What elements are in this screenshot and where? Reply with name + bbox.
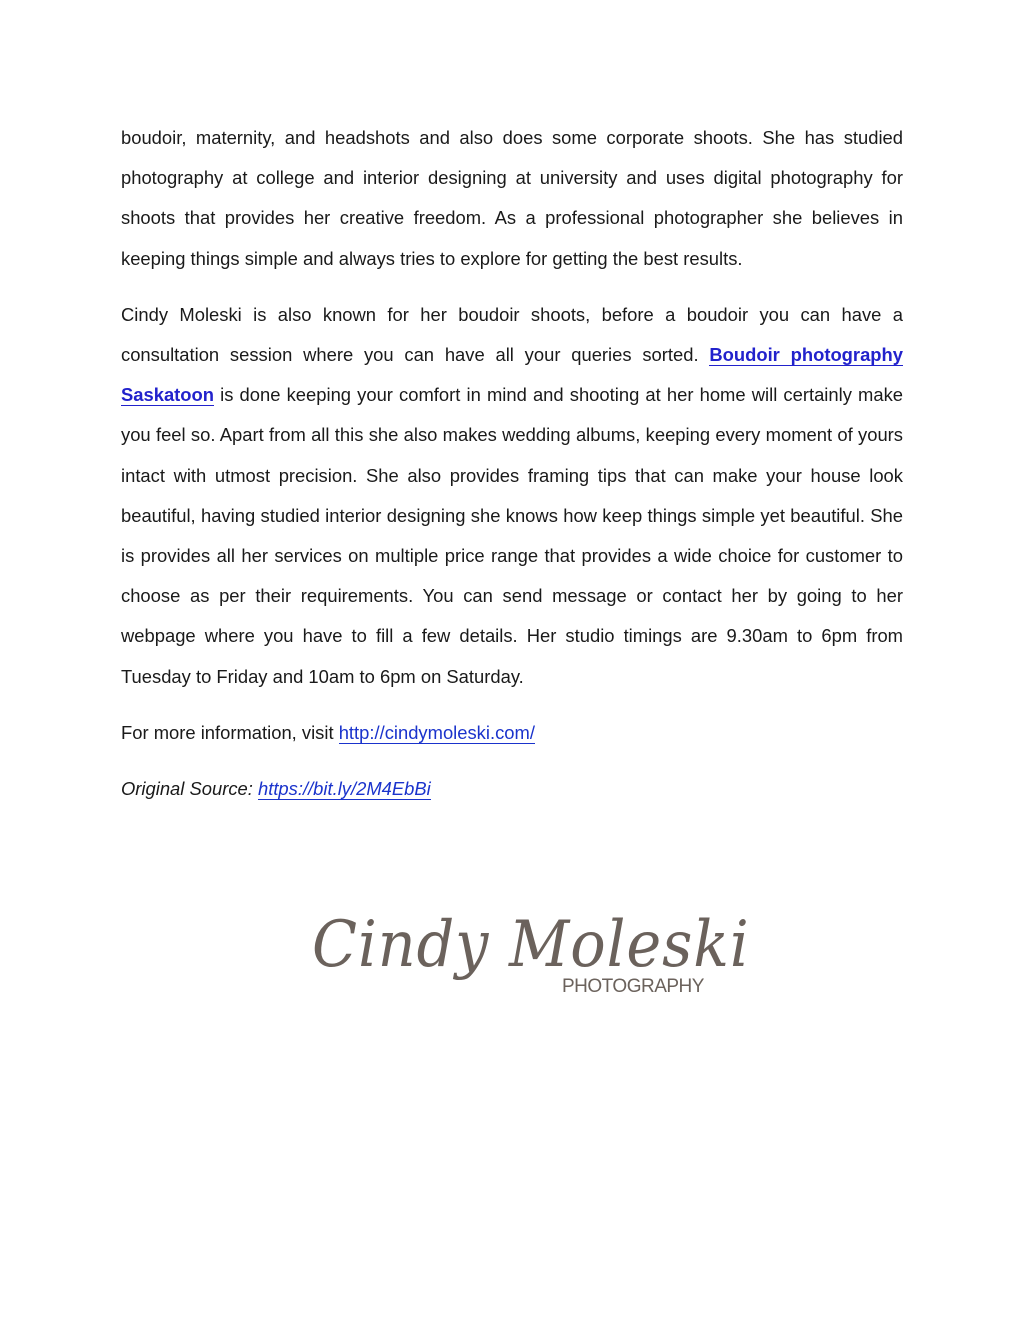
more-information-label: For more information, visit bbox=[121, 721, 339, 743]
paragraph-intro-continued: boudoir, maternity, and headshots and also does some corporate shoots. She has studied photography at college and interior designing at university and uses digital photography for shoots that provides her creative freedom. As a professional photographer she believes in keeping things simple and always tries to explore for getting the best results. bbox=[121, 127, 903, 269]
more-information-line bbox=[121, 713, 903, 753]
original-source-label: Original Source: bbox=[121, 778, 258, 800]
logo-script-text: Cindy Moleski bbox=[312, 908, 750, 982]
original-source-link[interactable]: https://bit.ly/2M4EbBi bbox=[257, 778, 431, 800]
paragraph-boudoir-text-end: is done keeping your comfort in mind and shooting at her home will certainly make you feel so. Apart from all this she also makes wedding albums, keeping every moment of yours intact with utmost precision. She also provides framing tips that can make your house look beautiful, having studied interior designing she knows how keep things simple yet beautiful. She is provides all her services on multiple price range that provides a wide choice for customer to choose as per their requirements. You can send message or contact her by going to her webpage where you have to fill a few details. Her studio timings are 9.30am to 6pm from Tuesday to Friday and 10am to 6pm on Saturday. bbox=[121, 384, 903, 687]
original-source-line bbox=[121, 769, 903, 809]
cindy-moleski-photography-logo bbox=[312, 905, 750, 1010]
logo-subtitle: PHOTOGRAPHY bbox=[562, 976, 704, 997]
paragraph-boudoir-text-start: Cindy Moleski is also known for her boudoir shoots, before a boudoir you can have a consultation session where you can have all your queries sorted. bbox=[121, 303, 903, 366]
document-body bbox=[121, 118, 903, 809]
paragraph-boudoir bbox=[121, 295, 903, 697]
boudoir-photography-saskatoon-link[interactable]: Boudoir photography Saskatoon bbox=[121, 344, 904, 406]
website-link[interactable]: http://cindymoleski.com/ bbox=[338, 721, 535, 743]
